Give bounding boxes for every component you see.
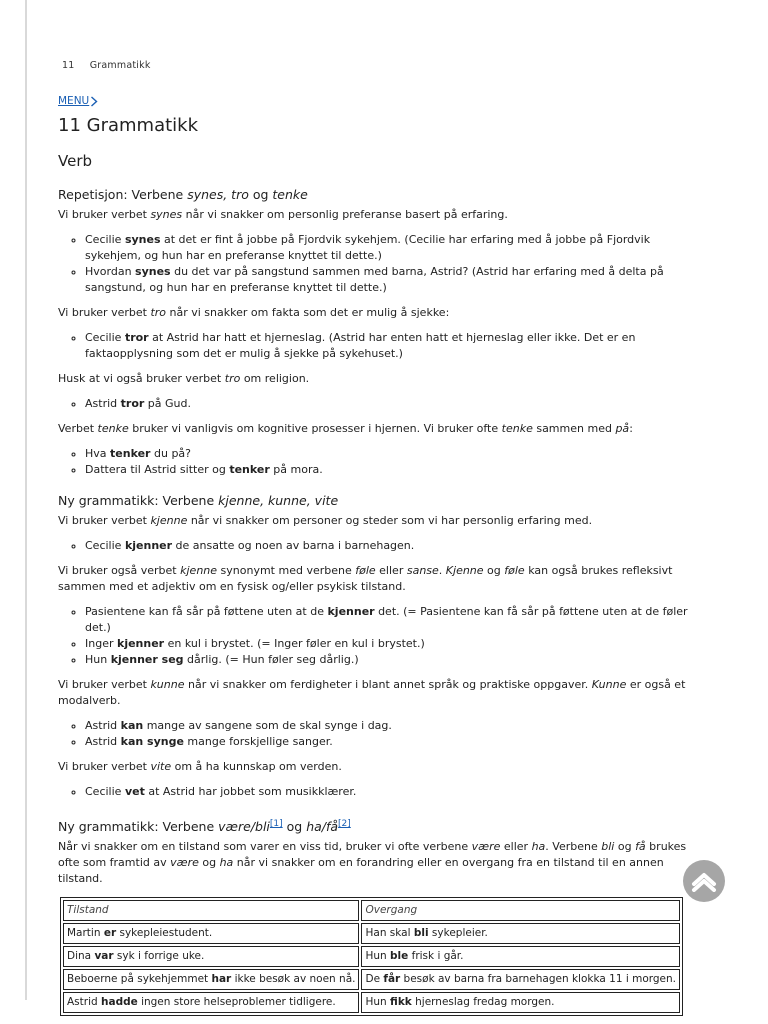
- list-item: ◦ Dattera til Astrid sitter og tenker på mora.: [85, 462, 704, 478]
- table-cell: Hun fikk hjerneslag fredag morgen.: [361, 992, 680, 1013]
- example-list: [58, 396, 704, 412]
- paragraph: Vi bruker også verbet kjenne synonymt med verbene føle eller sanse. Kjenne og føle kan også brukes refleksivt sammen med et adjektiv om en fysisk og/eller psykisk tilstand.: [58, 564, 673, 593]
- table-row: [63, 992, 680, 1013]
- example-list: [58, 232, 704, 296]
- running-head-title: Grammatikk: [89, 60, 151, 71]
- table-row: [63, 969, 680, 990]
- list-item: ◦ Hun kjenner seg dårlig. (= Hun føler seg dårlig.): [85, 652, 704, 668]
- example-list: [58, 538, 704, 554]
- menu-row: [58, 93, 704, 109]
- paragraph: Vi bruker verbet kunne når vi snakker om ferdigheter i blant annet språk og praktiske oppgaver. Kunne er også et modalverb.: [58, 678, 686, 707]
- footnote-link-2[interactable]: [2]: [338, 819, 351, 829]
- table-cell: De får besøk av barna fra barnehagen klokka 11 i morgen.: [361, 969, 680, 990]
- list-item: ◦ Cecilie kjenner de ansatte og noen av barna i barnehagen.: [85, 538, 704, 554]
- section-heading-synes-tro-tenke: Repetisjon: Verbene synes, tro og tenke: [58, 187, 308, 202]
- list-item: ◦ Hvordan synes du det var på sangstund sammen med barna, Astrid? (Astrid har erfaring med å delta på sangstund, og hun har en preferanse knyttet til dette.): [85, 264, 704, 296]
- footnote-link-1[interactable]: [1]: [269, 819, 283, 829]
- list-item: ◦ Inger kjenner en kul i brystet. (= Inger føler en kul i brystet.): [85, 636, 704, 652]
- back-to-top-button[interactable]: [683, 860, 725, 902]
- paragraph: Vi bruker verbet vite om å ha kunnskap om verden.: [58, 760, 342, 773]
- table-header-row: [63, 900, 680, 921]
- example-list: [58, 446, 704, 478]
- table-cell: Hun ble frisk i går.: [361, 946, 680, 967]
- menu-label: MENU: [58, 95, 90, 107]
- section-heading-vaere-bli-ha-faa: Ny grammatikk: Verbene være/bli[1] og ha/få[2]: [58, 819, 351, 835]
- paragraph: Når vi snakker om en tilstand som varer en viss tid, bruker vi ofte verbene være eller ha. Verbene bli og få brukes ofte som framtid av være og ha når vi snakker om en forandring eller en overgang fra en tilstand til en annen tilstand.: [58, 840, 687, 886]
- running-head: [62, 58, 704, 74]
- example-list: [58, 604, 704, 668]
- list-item: ◦ Cecilie vet at Astrid har jobbet som musikklærer.: [85, 784, 704, 800]
- running-head-number: 11: [62, 60, 75, 71]
- paragraph: Vi bruker verbet synes når vi snakker om personlig preferanse basert på erfaring.: [58, 208, 508, 221]
- paragraph: Verbet tenke bruker vi vanligvis om kognitive prosesser i hjernen. Vi bruker ofte tenke sammen med på:: [58, 422, 633, 435]
- list-item: ◦ Astrid kan mange av sangene som de skal synge i dag.: [85, 718, 704, 734]
- table-row: [63, 923, 680, 944]
- page-left-border: [25, 0, 27, 1000]
- example-list: [58, 784, 704, 800]
- paragraph: Husk at vi også bruker verbet tro om religion.: [58, 372, 310, 385]
- section-heading-kjenne-kunne-vite: Ny grammatikk: Verbene kjenne, kunne, vite: [58, 493, 339, 508]
- table-header-cell: Overgang: [361, 900, 680, 921]
- chapter-title: 11 Grammatikk: [58, 115, 199, 136]
- list-item: ◦ Astrid kan synge mange forskjellige sanger.: [85, 734, 704, 750]
- paragraph: Vi bruker verbet tro når vi snakker om fakta som det er mulig å sjekke:: [58, 306, 450, 319]
- list-item: ◦ Cecilie synes at det er fint å jobbe på Fjordvik sykehjem. (Cecilie har erfaring med å jobbe på Fjordvik sykehjem, og hun har en preferanse knyttet til dette.): [85, 232, 704, 264]
- paragraph: Vi bruker verbet kjenne når vi snakker om personer og steder som vi har personlig erfaring med.: [58, 514, 593, 527]
- table-cell: Dina var syk i forrige uke.: [63, 946, 359, 967]
- grammar-table: [60, 897, 683, 1016]
- list-item: ◦ Astrid tror på Gud.: [85, 396, 704, 412]
- table-row: [63, 946, 680, 967]
- table-cell: Astrid hadde ingen store helseproblemer tidligere.: [63, 992, 359, 1013]
- chevron-right-icon: [90, 96, 98, 107]
- list-item: ◦ Hva tenker du på?: [85, 446, 704, 462]
- table-cell: Beboerne på sykehjemmet har ikke besøk av noen nå.: [63, 969, 359, 990]
- chevron-up-icon: [691, 870, 717, 892]
- example-list: [58, 330, 704, 362]
- table-cell: Martin er sykepleiestudent.: [63, 923, 359, 944]
- page-content: [58, 58, 704, 1016]
- list-item: ◦ Cecilie tror at Astrid har hatt et hjerneslag. (Astrid har enten hatt et hjerneslag eller ikke. Det er en faktaopplysning som det er mulig å sjekke på sykehuset.): [85, 330, 704, 362]
- example-list: [58, 718, 704, 750]
- table-header-cell: Tilstand: [63, 900, 359, 921]
- table-cell: Han skal bli sykepleier.: [361, 923, 680, 944]
- list-item: ◦ Pasientene kan få sår på føttene uten at de kjenner det. (= Pasientene kan få sår på føttene uten at de føler det.): [85, 604, 704, 636]
- menu-link[interactable]: [58, 93, 98, 109]
- section-title: Verb: [58, 152, 93, 170]
